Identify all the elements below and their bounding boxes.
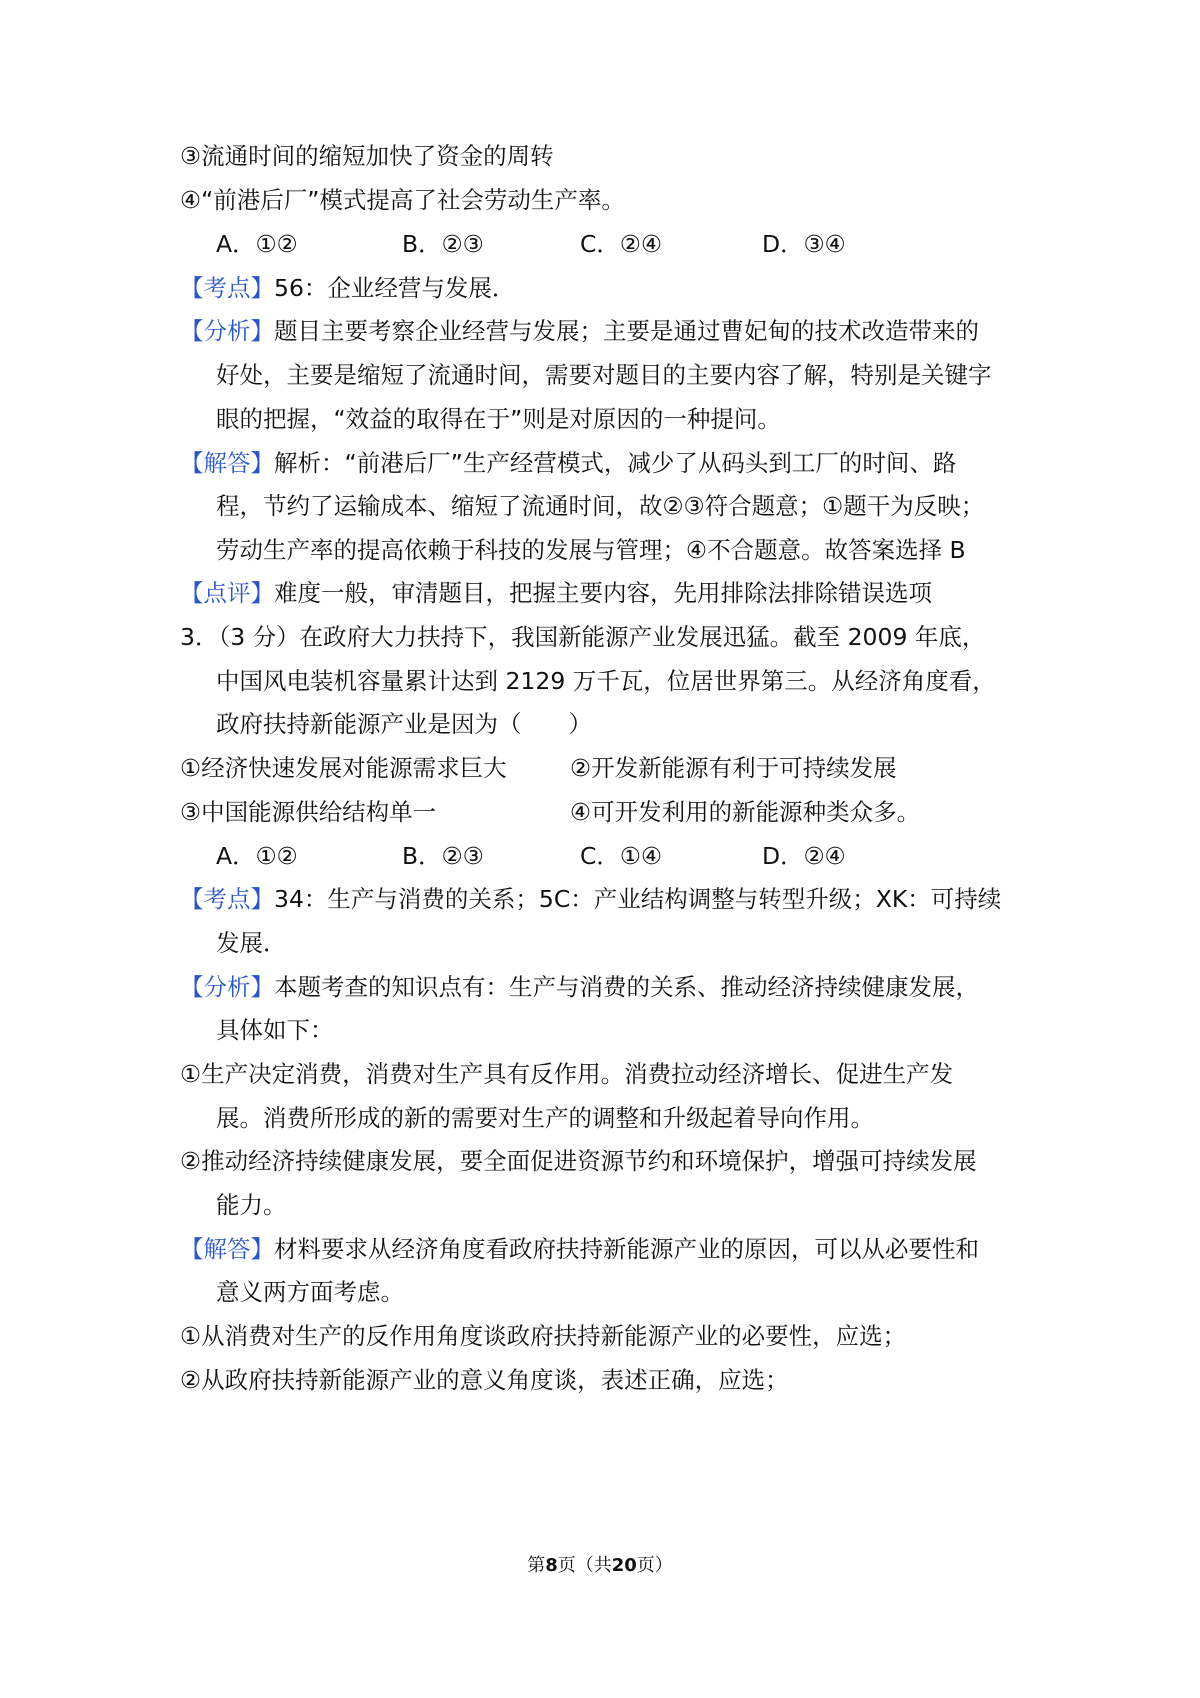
q3-stem-line-3: 政府扶持新能源产业是因为（ ） — [216, 710, 592, 738]
q2-dianping — [180, 578, 932, 608]
fenxi-tag: 【分析】 — [180, 317, 274, 345]
q3-fenxi-line-2: 具体如下： — [216, 1016, 334, 1044]
q3-fenxi — [180, 972, 979, 1002]
q2-item-4: ④“前港后厂”模式提高了社会劳动生产率。 — [180, 186, 625, 214]
kaodian-tag: 【考点】 — [180, 885, 274, 913]
q3-answer-1: ①从消费对生产的反作用角度谈政府扶持新能源产业的必要性，应选； — [180, 1322, 907, 1350]
q3-item-3: ③中国能源供给结构单一 — [180, 798, 437, 826]
page-footer — [0, 1554, 1200, 1578]
q3-point-1-line-2: 展。消费所形成的新的需要对生产的调整和升级起着导向作用。 — [216, 1104, 874, 1132]
q3-option-d: D．②④ — [762, 842, 846, 870]
q2-jieda-line-3: 劳动生产率的提高依赖于科技的发展与管理；④不合题意。故答案选择 B — [216, 536, 966, 564]
q3-option-c: C．①④ — [580, 842, 663, 870]
q2-kaodian — [180, 273, 515, 303]
q2-jieda-line-2: 程，节约了运输成本、缩短了流通时间，故②③符合题意；①题干为反映； — [216, 492, 985, 520]
kaodian-tag: 【考点】 — [180, 274, 274, 302]
q2-item-3: ③流通时间的缩短加快了资金的周转 — [180, 142, 554, 170]
fenxi-line: 本题考查的知识点有：生产与消费的关系、推动经济持续健康发展， — [274, 973, 979, 1001]
q3-option-b: B．②③ — [402, 842, 484, 870]
q3-item-1: ①经济快速发展对能源需求巨大 — [180, 754, 507, 782]
fenxi-tag: 【分析】 — [180, 973, 274, 1001]
q2-option-c: C．②④ — [580, 230, 663, 258]
jieda-line: 材料要求从经济角度看政府扶持新能源产业的原因，可以从必要性和 — [274, 1235, 979, 1263]
footer-mid: 页（共 — [557, 1555, 612, 1576]
q2-fenxi — [180, 316, 979, 346]
dianping-tag: 【点评】 — [180, 579, 274, 607]
page-number: 8 — [545, 1555, 558, 1576]
q2-jieda — [180, 448, 956, 478]
page-total: 20 — [611, 1555, 637, 1576]
jieda-tag: 【解答】 — [180, 1235, 274, 1263]
q3-jieda — [180, 1234, 979, 1264]
q2-fenxi-line-2: 好处，主要是缩短了流通时间，需要对题目的主要内容了解，特别是关键字 — [216, 361, 992, 389]
footer-suffix: 页） — [636, 1555, 673, 1576]
q3-kaodian — [180, 884, 1001, 914]
jieda-line: 解析：“前港后厂”生产经营模式，减少了从码头到工厂的时间、路 — [274, 449, 957, 477]
q3-answer-2: ②从政府扶持新能源产业的意义角度谈，表述正确，应选； — [180, 1366, 789, 1394]
fenxi-line: 题目主要考察企业经营与发展；主要是通过曹妃甸的技术改造带来的 — [274, 317, 979, 345]
q2-fenxi-line-3: 眼的把握，“效益的取得在于”则是对原因的一种提问。 — [216, 405, 781, 433]
kaodian-text: 56：企业经营与发展． — [274, 274, 516, 302]
q3-stem-line-2: 中国风电装机容量累计达到 2129 万千瓦，位居世界第三。从经济角度看， — [216, 667, 996, 695]
q2-option-a: A．①② — [216, 230, 298, 258]
q3-item-2: ②开发新能源有利于可持续发展 — [570, 754, 897, 782]
q3-point-1-line-1: ①生产决定消费，消费对生产具有反作用。消费拉动经济增长、促进生产发 — [180, 1060, 954, 1088]
q3-point-2-line-1: ②推动经济持续健康发展，要全面促进资源节约和环境保护，增强可持续发展 — [180, 1147, 977, 1175]
footer-prefix: 第 — [527, 1555, 546, 1576]
q2-option-b: B．②③ — [402, 230, 484, 258]
q3-kaodian-line-2: 发展． — [216, 929, 287, 957]
jieda-tag: 【解答】 — [180, 449, 274, 477]
q3-point-2-line-2: 能力。 — [216, 1191, 287, 1219]
kaodian-line: 34：生产与消费的关系；5C：产业结构调整与转型升级；XK：可持续 — [274, 885, 1002, 913]
q3-stem-line-1: 3．（3 分）在政府大力扶持下，我国新能源产业发展迅猛。截至 2009 年底， — [180, 623, 986, 651]
q2-option-d: D．③④ — [762, 230, 846, 258]
q3-option-a: A．①② — [216, 842, 298, 870]
q3-item-4: ④可开发利用的新能源种类众多。 — [570, 798, 921, 826]
dianping-text: 难度一般，审清题目，把握主要内容，先用排除法排除错误选项 — [274, 579, 932, 607]
q3-jieda-line-2: 意义两方面考虑。 — [216, 1278, 404, 1306]
